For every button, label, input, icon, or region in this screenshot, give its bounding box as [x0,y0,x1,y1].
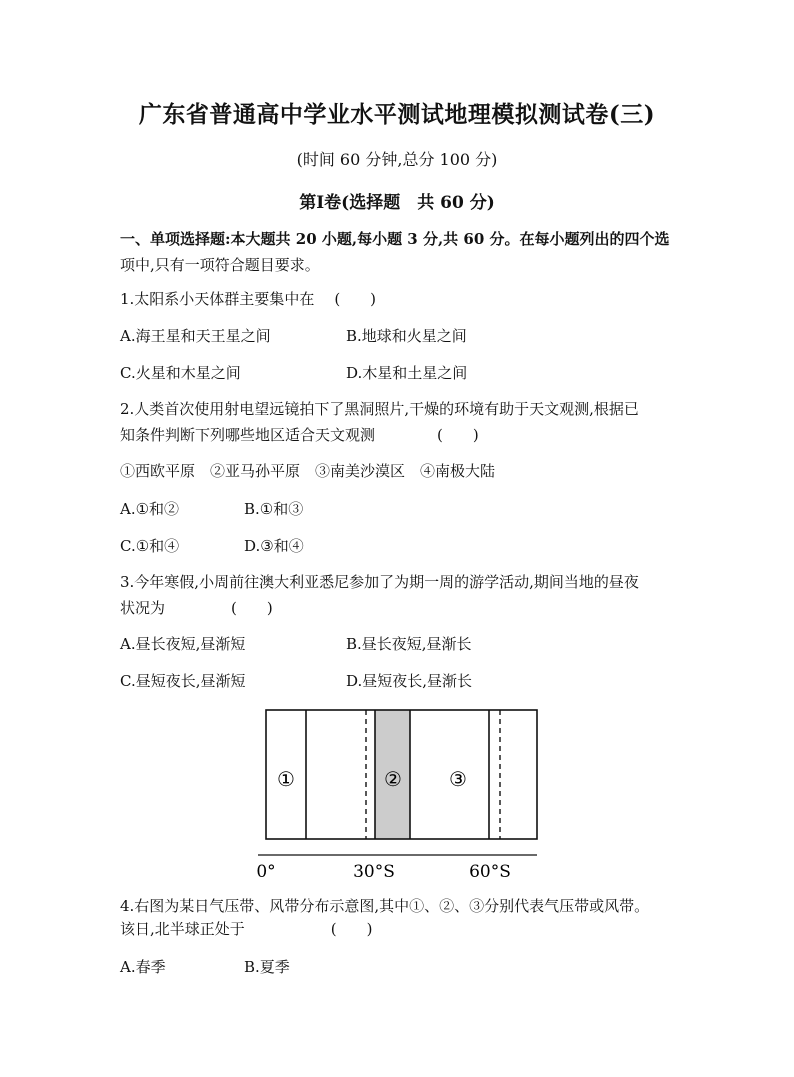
pressure-wind-belt-diagram [250,700,550,890]
instructions-line-2: 项中,只有一项符合题目要求。 [120,256,320,274]
q2-option-d: D.③和④ [244,537,304,555]
q2-stem-text: 知条件判断下列哪些地区适合天文观测 [120,426,376,444]
q3-option-a: A.昼长夜短,昼渐短 [120,635,246,653]
q2-stem-line-1: 2.人类首次使用射电望远镜拍下了黑洞照片,干燥的环境有助于天文观测,根据已 [120,400,639,418]
q1-option-a: A.海王星和天王星之间 [120,327,271,345]
q4-option-a: A.春季 [120,958,166,976]
q1-stem-text: 1.太阳系小天体群主要集中在 [120,290,315,308]
q2-option-b: B.①和③ [244,500,304,518]
latitude-label-0: 0° [256,862,276,882]
q2-stem-line-2 [120,422,479,448]
zone-2-label: ② [384,767,402,791]
q4-stem-line-1: 4.右图为某日气压带、风带分布示意图,其中①、②、③分别代表气压带或风带。 [120,897,650,915]
q3-stem-line-1: 3.今年寒假,小周前往澳大利亚悉尼参加了为期一周的游学活动,期间当地的昼夜 [120,573,639,591]
q3-stem-text: 状况为 [120,599,166,617]
q1-answer-paren: ( ) [334,290,377,308]
q1-stem [120,286,376,312]
q3-option-b: B.昼长夜短,昼渐长 [346,635,472,653]
q3-option-c: C.昼短夜长,昼渐短 [120,672,246,690]
q2-option-c: C.①和④ [120,537,180,555]
q4-option-b: B.夏季 [244,958,290,976]
q2-answer-paren: ( ) [437,426,479,444]
section-heading: 第Ⅰ卷(选择题 共 60 分) [299,193,495,213]
q3-stem-line-2 [120,595,273,621]
latitude-label-30s: 30°S [353,862,395,882]
q1-option-b: B.地球和火星之间 [346,327,467,345]
zone-1-label: ① [277,767,295,791]
latitude-label-60s: 60°S [469,862,511,882]
instructions-line-1: 一、单项选择题:本大题共 20 小题,每小题 3 分,共 60 分。在每小题列出的四个选 [120,230,670,248]
page-title: 广东省普通高中学业水平测试地理模拟测试卷(三) [138,101,656,128]
q4-stem-text: 该日,北半球正处于 [120,920,245,938]
q3-answer-paren: ( ) [231,599,273,617]
q3-option-d: D.昼短夜长,昼渐长 [346,672,473,690]
q1-option-c: C.火星和木星之间 [120,364,241,382]
q2-items: ①西欧平原 ②亚马孙平原 ③南美沙漠区 ④南极大陆 [120,462,496,480]
zone-3-label: ③ [449,767,467,791]
q4-stem-line-2 [120,916,373,942]
exam-time-info: (时间 60 分钟,总分 100 分) [296,150,498,169]
q1-option-d: D.木星和土星之间 [346,364,468,382]
q4-answer-paren: ( ) [330,920,373,938]
q2-option-a: A.①和② [120,500,180,518]
